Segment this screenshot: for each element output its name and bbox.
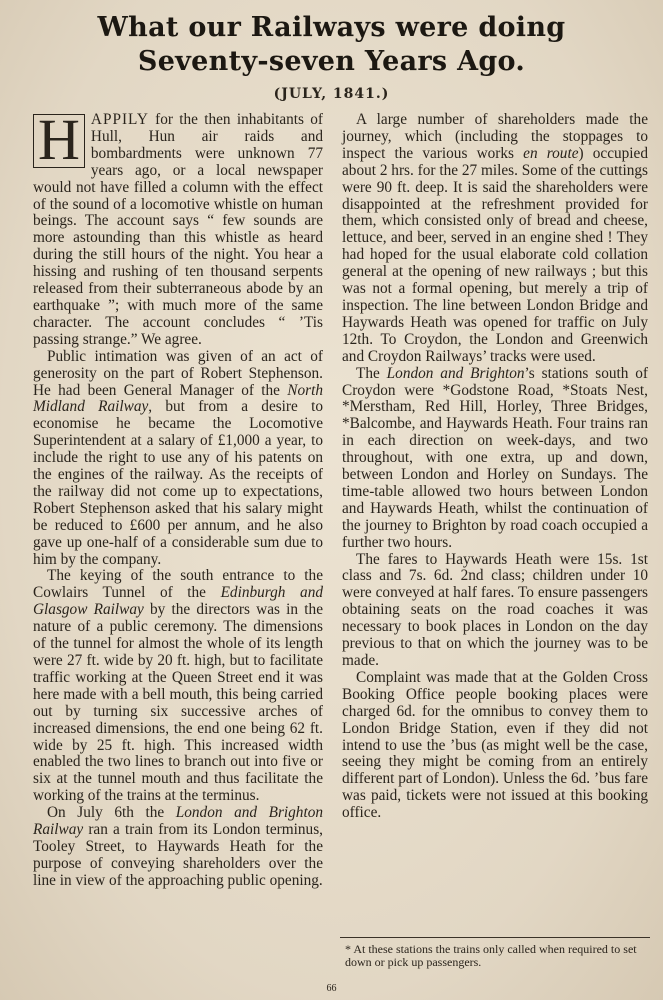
paragraph-text: On July 6th the: [47, 804, 176, 822]
page-number: 66: [326, 983, 337, 994]
footnote: * At these stations the trains only called when required to set down or pick up passengers.: [345, 942, 637, 969]
paragraph-text: Public intimation was given of an act of generosity on the part of Robert Stephenson. He had been General Manager of the: [33, 347, 323, 399]
paragraph-stephenson: [33, 349, 323, 569]
railway-name: Edinburgh and Glasgow Railway: [33, 584, 323, 619]
paragraph-shareholders: [342, 112, 648, 366]
paragraph-brighton-train: [33, 805, 323, 890]
left-column: [33, 107, 323, 890]
railway-name: London and Brighton: [386, 364, 525, 382]
italic-phrase: en route: [523, 144, 579, 162]
paragraph-text: ran a train from its London terminus, Tooley Street, to Haywards Heath for the purpose of conveying shareholders over the line in view of the approaching public opening.: [33, 821, 323, 889]
paragraph-fares: The fares to Haywards Heath were 15s. 1st class and 7s. 6d. 2nd class; children under 10 were conveyed at half fares. To ensure passengers obtaining seats on the road coaches it was necessary to book places in London on the day previous to that on which the journey was to be made.: [342, 550, 648, 669]
railway-name: North Midland Railway: [33, 381, 323, 416]
paragraph-text: ) occupied about 2 hrs. for the 27 miles. Some of the cuttings were 90 ft. deep. It is said the shareholders were disappointed at the refreshment provided for them, which consisted only of bread and cheese, lettuce, and beer, served in an engine shed ! They had hoped for the usual elaborate cold collation general at the opening of new railways ; but this was not a formal opening, but merely a trip of inspection. The line between London Bridge and Haywards Heath was opened for traffic on July 12th. To Croydon, the London and Greenwich and Croydon Railways’ tracks were used.: [342, 144, 648, 365]
paragraph-text: , but from a desire to economise he became the Locomotive Superintendent at a salary of £1,000 a year, to include the right to use any of his patents on the engines of the railway. As the receipts of the railway did not come up to expectations, Robert Stephenson asked that his salary might be reduced to £600 per annum, and he also gave up one-half of a considerable sum due to him by the company.: [33, 398, 323, 568]
opening-word: APPILY: [90, 111, 149, 128]
paragraph-text: for the then inhabitants of Hull, Hun air raids and bombardments were unknown 77 years ago, or a local newspaper would not have filled a column with the effect of the sound of a locomotive whistle on human beings. The account says “ few sounds are more astounding than this whistle as heard during the still hours of the night. You hear a hissing and rushing of ten thousand serpents released from their subterraneous abode by an earthquake ”; with much more of the same character. The account concludes “ ’Tis passing strange.” We agree.: [33, 111, 323, 348]
paragraph-text: by the directors was in the nature of a public ceremony. The dimensions of the tunnel for almost the whole of its length were 27 ft. wide by 20 ft. high, but to facilitate traffic working at the Queen Street end it was here made with a bell mouth, this being carried out by turning six successive arches of increased dimensions, the end one being 62 ft. wide by 25 ft. high. This increased width enabled the two lines to branch out into five or six at the tunnel mouth and thus facilitate the working of the trains at the terminus.: [33, 601, 323, 805]
paragraph-complaint: Complaint was made that at the Golden Cross Booking Office people booking places were charged 6d. for the omnibus to convey them to London Bridge Station, even if they did not intend to use the ’bus (as might well be the case, seeing they might be coming from an entirely different part of London). Unless the 6d. ’bus fare was paid, tickets were not issued at this booking office.: [342, 668, 648, 822]
paragraph-cowlairs-tunnel: [33, 568, 323, 805]
paragraph-hull-whistle: [33, 107, 323, 349]
article-title-line-1: What our Railways were doing: [97, 12, 566, 43]
right-column: [342, 112, 648, 822]
paragraph-text: A large number of shareholders made the journey, which (including the stoppages to inspect the various works: [342, 111, 648, 162]
paragraph-text: The keying of the south entrance to the Cowlairs Tunnel of the: [33, 567, 323, 602]
paragraph-text: ’s stations south of Croydon were *Godstone Road, *Stoats Nest, *Merstham, Red Hill, Horley, Three Bridges, *Balcombe, and Haywards Heath. Four trains ran in each direction on week-days, and two throughout, with one extra, up and down, between London and Horley on Sundays. The time-table allowed two hours between London and Haywards Heath, whilst the continuation of the journey to Brighton by road coach occupied a further two hours.: [342, 364, 649, 551]
paragraph-stations: [342, 366, 648, 552]
footnote-divider: [340, 937, 650, 938]
article-date: (JULY, 1841.): [273, 86, 390, 102]
article-title-line-2: Seventy-seven Years Ago.: [137, 46, 526, 77]
paragraph-text: The: [356, 364, 387, 382]
railway-name: London and Brighton Railway: [33, 804, 323, 839]
drop-cap: H: [33, 114, 85, 168]
